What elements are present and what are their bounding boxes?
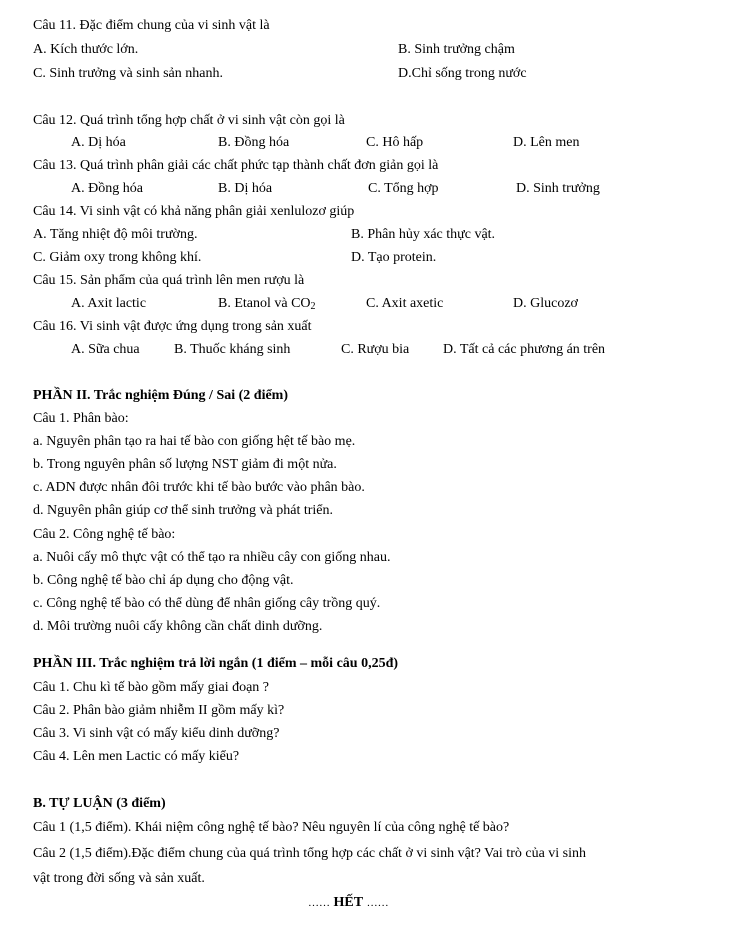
question-14-option-c: C. Giảm oxy trong không khí. [33,250,202,265]
question-11-option-c: C. Sinh trưởng và sinh sản nhanh. [33,66,223,81]
question-16-option-c: C. Rượu bia [341,342,410,357]
question-14-option-a: A. Tăng nhiệt độ môi trường. [33,227,198,242]
part2-heading: PHẦN II. Trắc nghiệm Đúng / Sai (2 điểm) [33,388,288,403]
question-13-option-a: A. Đồng hóa [71,181,143,196]
question-13-option-b: B. Dị hóa [218,181,273,196]
question-15-option-b [218,296,316,312]
part2-q2-stem: Câu 2. Công nghệ tế bào: [33,527,176,542]
essay-q2-line1: Câu 2 (1,5 điểm).Đặc điểm chung của quá trình tổng hợp các chất ở vi sinh vật? Vai trò của vi sinh [33,846,587,861]
option-b-text: B. Etanol và CO [218,296,311,311]
question-14-option-d: D. Tạo protein. [351,250,437,265]
end-label: HẾT [333,895,364,910]
question-11-stem: Câu 11. Đặc điểm chung của vi sinh vật là [33,18,270,33]
essay-q2-line2: vật trong đời sống và sản xuất. [33,871,205,886]
question-14-option-b: B. Phân hủy xác thực vật. [351,227,496,242]
question-16-option-d: D. Tất cả các phương án trên [443,342,606,357]
question-12-option-c: C. Hô hấp [366,135,424,150]
question-12-option-b: B. Đồng hóa [218,135,290,150]
question-15-option-d: D. Glucozơ [513,296,578,311]
question-14-stem: Câu 14. Vi sinh vật có khả năng phân giải xenlulozơ giúp [33,204,355,219]
question-13-stem: Câu 13. Quá trình phân giải các chất phức tạp thành chất đơn giản gọi là [33,158,439,173]
essay-heading: B. TỰ LUẬN (3 điểm) [33,796,166,811]
question-15-option-a: A. Axit lactic [71,296,147,311]
part2-q2-d: d. Môi trường nuôi cấy không cần chất dinh dưỡng. [33,619,323,634]
question-12-option-d: D. Lên men [513,135,580,150]
part2-q1-a: a. Nguyên phân tạo ra hai tế bào con giống hệt tế bào mẹ. [33,434,356,449]
part2-q2-b: b. Công nghệ tế bào chỉ áp dụng cho động vật. [33,573,294,588]
question-12-option-a: A. Dị hóa [71,135,126,150]
end-dots-right: …… [366,897,389,909]
part3-q1: Câu 1. Chu kì tế bào gồm mấy giai đoạn ? [33,680,270,695]
part2-q2-a: a. Nuôi cấy mô thực vật có thể tạo ra nhiều cây con giống nhau. [33,550,391,565]
part2-q1-d: d. Nguyên phân giúp cơ thể sinh trưởng và phát triển. [33,503,334,518]
part2-q1-stem: Câu 1. Phân bào: [33,411,129,426]
question-13-option-c: C. Tổng hợp [368,181,439,196]
question-11-option-d: D.Chỉ sống trong nước [398,66,527,81]
question-13-option-d: D. Sinh trưởng [516,181,600,196]
part3-heading: PHẦN III. Trắc nghiệm trả lời ngắn (1 điểm – mỗi câu 0,25đ) [33,656,399,671]
part2-q1-b: b. Trong nguyên phân số lượng NST giảm đi một nửa. [33,457,337,472]
question-15-option-c: C. Axit axetic [366,296,444,311]
essay-q1: Câu 1 (1,5 điểm). Khái niệm công nghệ tế bào? Nêu nguyên lí của công nghệ tế bào? [33,820,510,835]
question-11-option-b: B. Sinh trưởng chậm [398,42,515,57]
part2-q1-c: c. ADN được nhân đôi trước khi tế bào bước vào phân bào. [33,480,365,495]
question-12-stem: Câu 12. Quá trình tổng hợp chất ở vi sinh vật còn gọi là [33,113,345,128]
part3-q3: Câu 3. Vi sinh vật có mấy kiểu dinh dưỡng? [33,726,280,741]
question-16-stem: Câu 16. Vi sinh vật được ứng dụng trong sản xuất [33,319,312,334]
question-16-option-a: A. Sữa chua [71,342,140,357]
part3-q2: Câu 2. Phân bào giảm nhiễm II gồm mấy kì? [33,703,285,718]
end-marker [308,895,389,911]
question-16-option-b: B. Thuốc kháng sinh [174,342,291,357]
co2-subscript: 2 [310,301,316,312]
part2-q2-c: c. Công nghệ tế bào có thể dùng để nhân giống cây trồng quý. [33,596,381,611]
question-11-option-a: A. Kích thước lớn. [33,42,139,57]
question-15-stem: Câu 15. Sản phẩm của quá trình lên men rượu là [33,273,305,288]
part3-q4: Câu 4. Lên men Lactic có mấy kiểu? [33,749,240,764]
end-dots-left: …… [308,897,330,909]
